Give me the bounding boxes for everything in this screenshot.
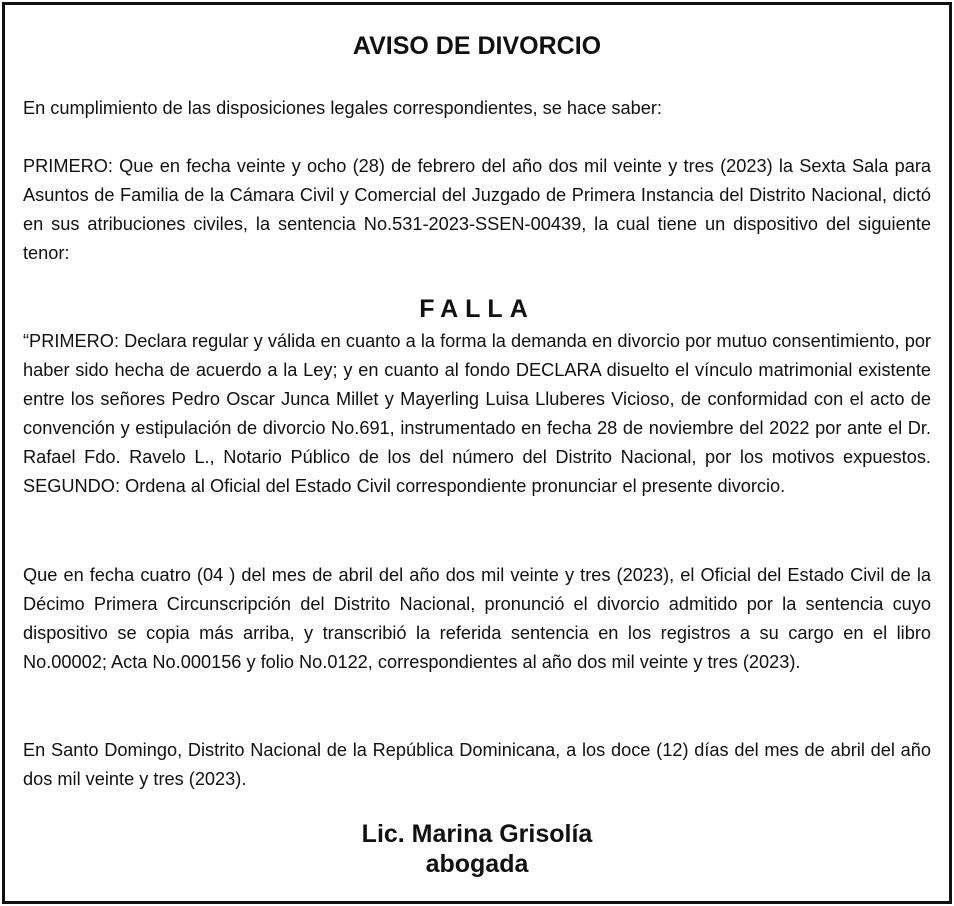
primero-paragraph: PRIMERO: Que en fecha veinte y ocho (28) de febrero del año dos mil veinte y tres (2023) la Sexta Sala para Asuntos de Familia de la Cámara Civil y Comercial del Juzgado de Primera Instancia del Distrito Nacional, dictó en sus atribuciones civiles, la sentencia No.531-2023-SSEN-00439, la cual tiene un dispositivo del siguiente tenor: <box>23 156 931 263</box>
notice-title: AVISO DE DIVORCIO <box>352 32 602 60</box>
intro-paragraph: En cumplimiento de las disposiciones legales correspondientes, se hace saber: <box>23 98 662 118</box>
place-date-paragraph: En Santo Domingo, Distrito Nacional de la República Dominicana, a los doce (12) días del mes de abril del año dos mil veinte y tres (2023). <box>23 740 931 789</box>
signature-name: Lic. Marina Grisolía <box>361 820 593 848</box>
pronouncement-paragraph: Que en fecha cuatro (04 ) del mes de abril del año dos mil veinte y tres (2023), el Oficial del Estado Civil de la Décimo Primera Circunscripción del Distrito Nacional, pronunció el divorcio admitido por la sentencia cuyo dispositivo se copia más arriba, y transcribió la referida sentencia en los registros a su cargo en el libro No.00002; Acta No.000156 y folio No.0122, correspondientes al año dos mil veinte y tres (2023). <box>23 565 931 672</box>
falla-heading: FALLA <box>419 295 535 323</box>
signature-role: abogada <box>425 850 529 878</box>
fallo-paragraph: “PRIMERO: Declara regular y válida en cuanto a la forma la demanda en divorcio por mutuo consentimiento, por haber sido hecha de acuerdo a la Ley; y en cuanto al fondo DECLARA disuelto el vínculo matrimonial existente entre los señores Pedro Oscar Junca Millet y Mayerling Luisa Lluberes Vicioso, de conformidad con el acto de convención y estipulación de divorcio No.691, instrumentado en fecha 28 de noviembre del 2022 por ante el Dr. Rafael Fdo. Ravelo L., Notario Público de los del número del Distrito Nacional, por los motivos expuestos. SEGUNDO: Ordena al Oficial del Estado Civil correspondiente pronunciar el presente divorcio. <box>23 331 931 496</box>
notice-frame <box>2 2 952 904</box>
